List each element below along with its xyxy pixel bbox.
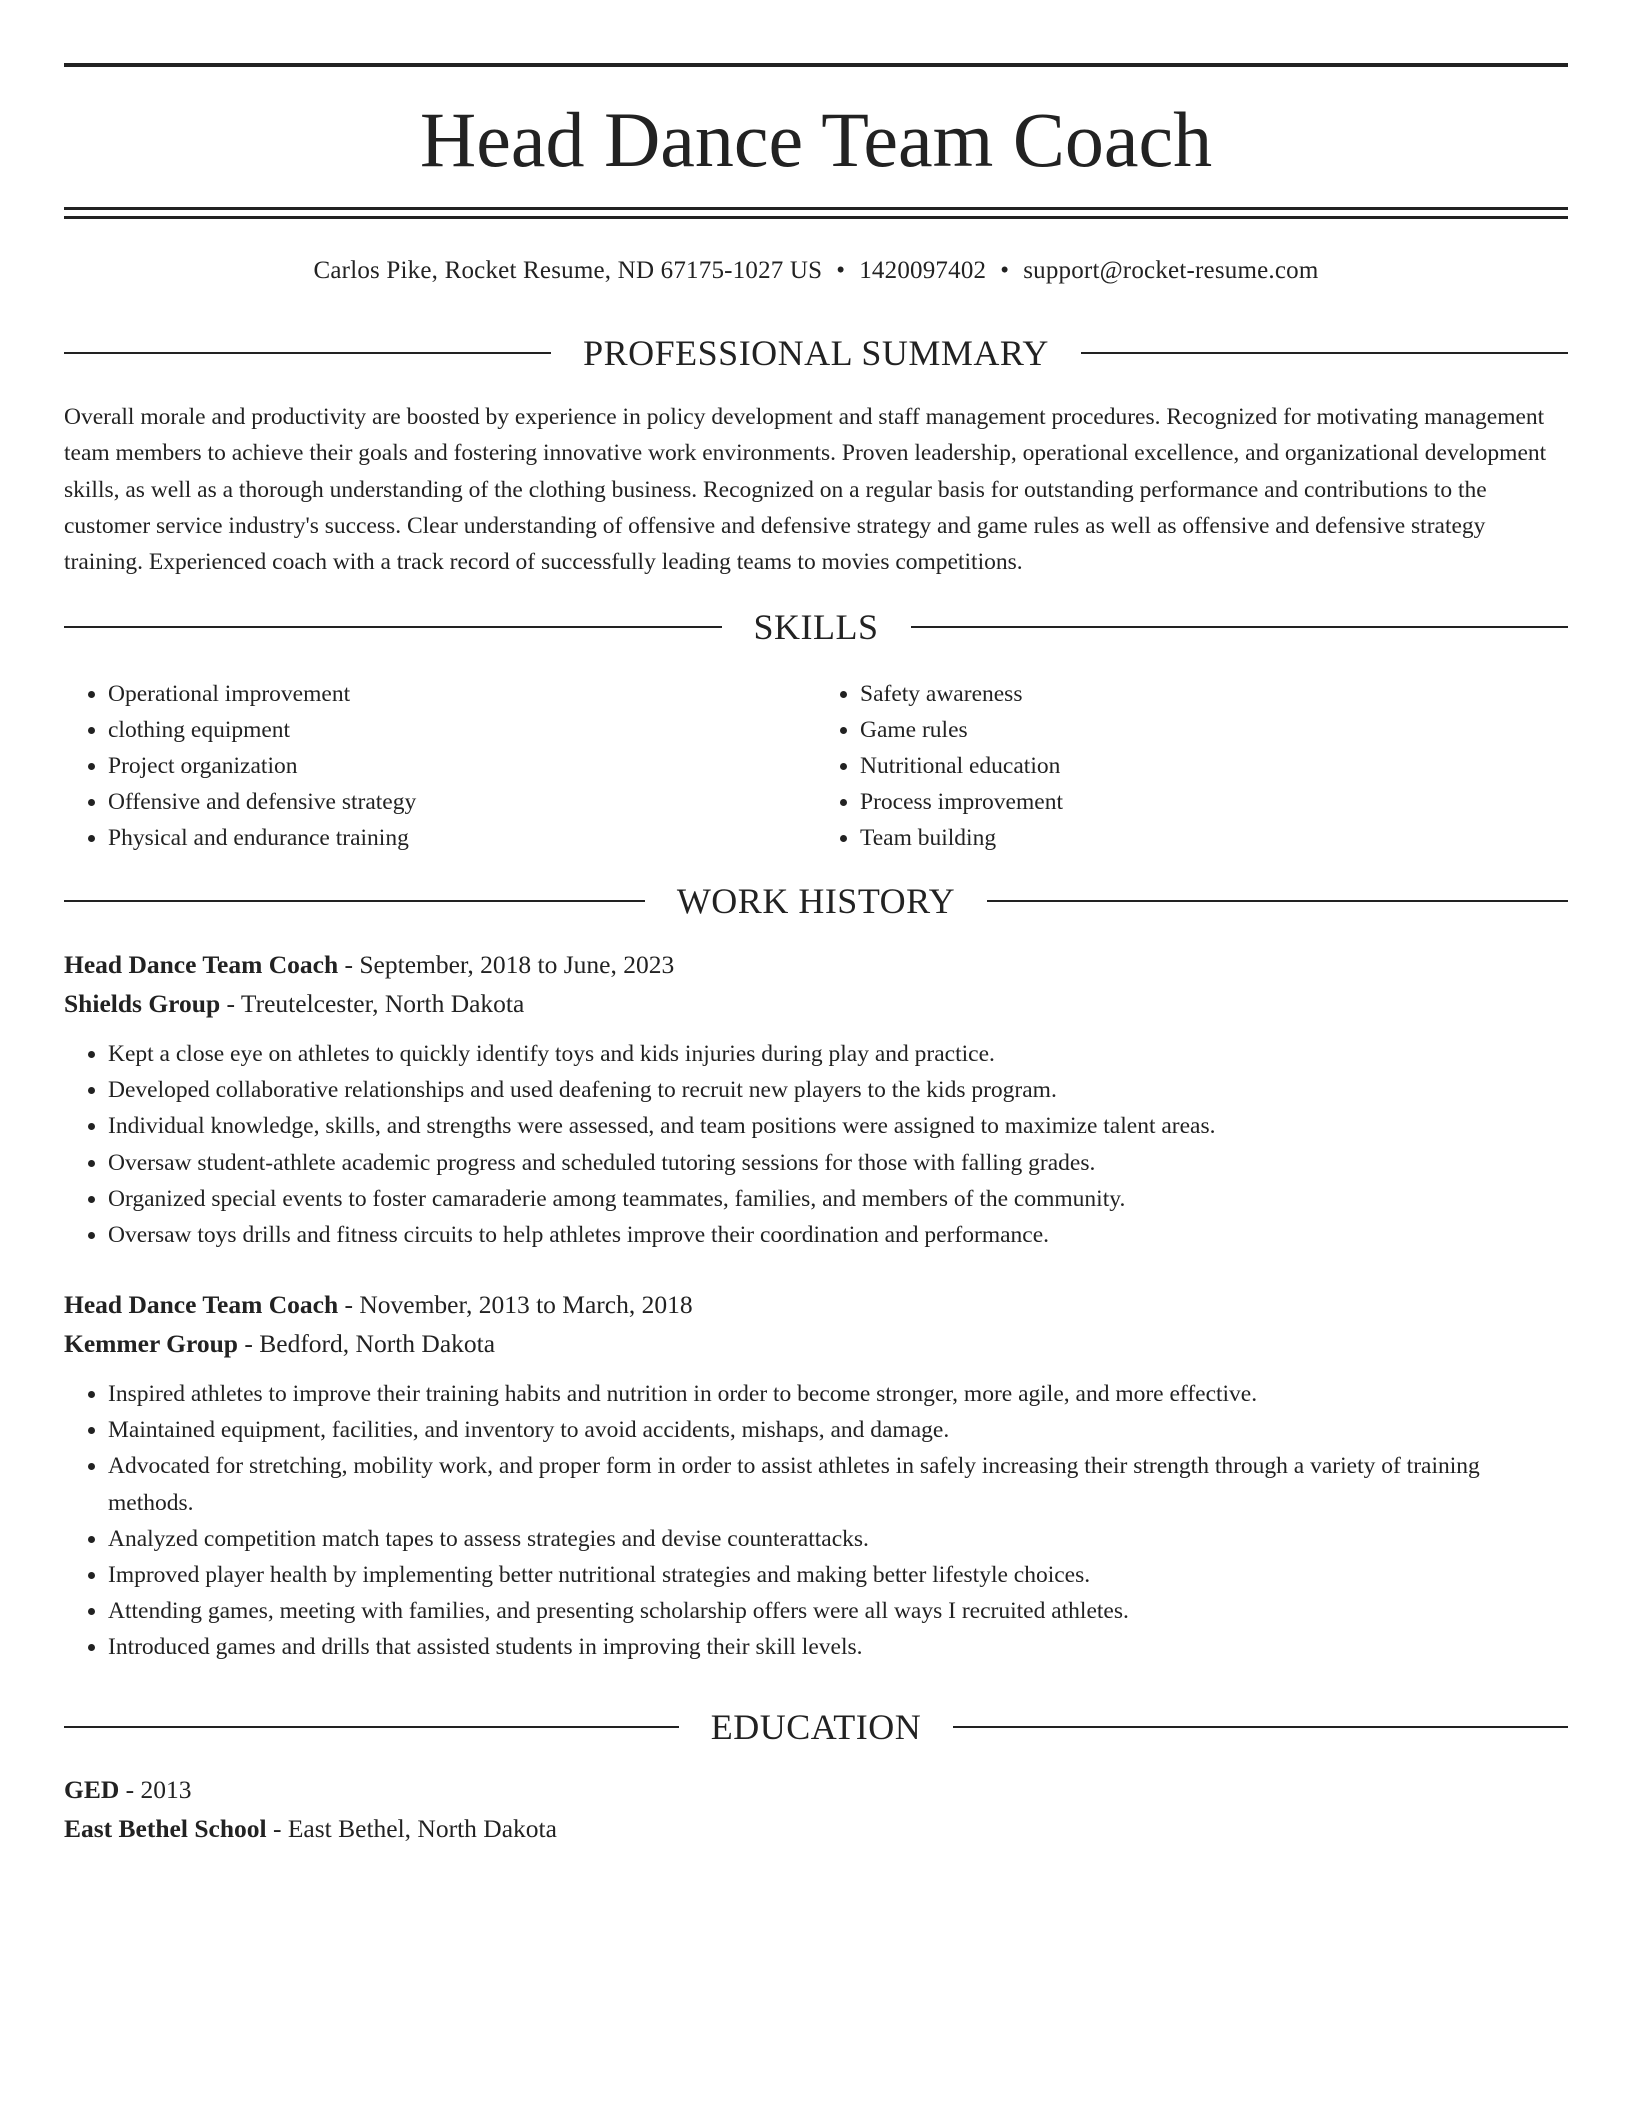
job-bullet: • Individual knowledge, skills, and strengths were assessed, and team positions were assigned to maximize talent areas. (108, 1108, 1568, 1144)
contact-line (64, 253, 1568, 289)
education-location: - East Bethel, North Dakota (266, 1814, 557, 1843)
divider-line (64, 900, 645, 902)
job-bullets (64, 1376, 1568, 1666)
job-bullet: • Attending games, meeting with families, and presenting scholarship offers were all ways I recruited athletes. (108, 1593, 1568, 1629)
education-year: - 2013 (119, 1775, 192, 1804)
job-bullet: • Inspired athletes to improve their training habits and nutrition in order to become stronger, more agile, and more effective. (108, 1376, 1568, 1412)
contact-phone: 1420097402 (859, 257, 987, 284)
skill-item: • clothing equipment (108, 712, 816, 748)
job-company: Shields Group (64, 989, 221, 1018)
job-dates: - September, 2018 to June, 2023 (338, 950, 675, 979)
skills-heading (64, 607, 1568, 647)
skill-item: • Nutritional education (860, 748, 1568, 784)
summary-heading (64, 333, 1568, 373)
header-double-rule (64, 207, 1568, 219)
job-company-line (64, 984, 1568, 1023)
education-entry (64, 1770, 1568, 1848)
resume-name: Head Dance Team Coach (419, 96, 1213, 183)
job-title-line (64, 945, 1568, 984)
job-bullet: • Improved player health by implementing better nutritional strategies and making better lifestyle choices. (108, 1557, 1568, 1593)
divider-line (953, 1726, 1568, 1728)
job-entry (64, 1285, 1568, 1666)
divider-line (1081, 352, 1568, 354)
job-bullet: • Kept a close eye on athletes to quickly identify toys and kids injuries during play and practice. (108, 1036, 1568, 1072)
job-title-line (64, 1285, 1568, 1324)
section-title: EDUCATION (710, 1707, 922, 1747)
education-degree-line (64, 1770, 1568, 1809)
skill-item: • Operational improvement (108, 676, 816, 712)
education-degree: GED (64, 1775, 120, 1804)
divider-line (911, 626, 1569, 628)
skills-column-right (816, 676, 1568, 856)
job-bullet: • Introduced games and drills that assisted students in improving their skill levels. (108, 1629, 1568, 1665)
job-location: - Treutelcester, North Dakota (220, 989, 525, 1018)
job-dates: - November, 2013 to March, 2018 (338, 1290, 693, 1319)
work-heading (64, 881, 1568, 921)
header-top-rule (64, 63, 1568, 67)
job-title: Head Dance Team Coach (64, 1290, 339, 1319)
contact-separator: • (836, 257, 846, 284)
section-title: PROFESSIONAL SUMMARY (583, 333, 1049, 373)
job-title: Head Dance Team Coach (64, 950, 339, 979)
job-company: Kemmer Group (64, 1329, 238, 1358)
skills-list (64, 676, 1568, 856)
job-bullet: • Developed collaborative relationships and used deafening to recruit new players to the kids program. (108, 1072, 1568, 1108)
contact-email: support@rocket-resume.com (1023, 257, 1319, 284)
job-bullet: • Analyzed competition match tapes to assess strategies and devise counterattacks. (108, 1521, 1568, 1557)
skill-item: • Project organization (108, 748, 816, 784)
job-bullet: • Oversaw toys drills and fitness circuits to help athletes improve their coordination and performance. (108, 1217, 1568, 1253)
job-location: - Bedford, North Dakota (238, 1329, 496, 1358)
job-company-line (64, 1324, 1568, 1363)
education-school: East Bethel School (64, 1814, 267, 1843)
education-heading (64, 1707, 1568, 1747)
job-bullet: • Maintained equipment, facilities, and inventory to avoid accidents, mishaps, and damage. (108, 1412, 1568, 1448)
divider-line (987, 900, 1568, 902)
divider-line (64, 1726, 679, 1728)
job-bullet: • Oversaw student-athlete academic progress and scheduled tutoring sessions for those with falling grades. (108, 1145, 1568, 1181)
skill-item: • Game rules (860, 712, 1568, 748)
job-bullet: • Advocated for stretching, mobility work, and proper form in order to assist athletes in safely increasing their strength through a variety of training methods. (108, 1448, 1568, 1520)
job-bullet: • Organized special events to foster camaraderie among teammates, families, and members of the community. (108, 1181, 1568, 1217)
contact-address: Carlos Pike, Rocket Resume, ND 67175-1027 US (313, 257, 823, 284)
education-school-line (64, 1809, 1568, 1848)
section-title: SKILLS (753, 607, 879, 647)
job-bullets (64, 1036, 1568, 1253)
skill-item: • Team building (860, 820, 1568, 856)
summary-text: Overall morale and productivity are boosted by experience in policy development and staff management procedures. Recognized for motivating management team members to achieve their goals and fostering innovative work environments. Proven leadership, operational excellence, and organizational development skills, as well as a thorough understanding of the clothing business. Recognized on a regular basis for outstanding performance and contributions to the customer service industry's success. Clear understanding of offensive and defensive strategy and game rules as well as offensive and defensive strategy training. Experienced coach with a track record of successfully leading teams to movies competitions. (64, 404, 1547, 576)
divider-line (64, 352, 551, 354)
job-entry (64, 945, 1568, 1253)
section-title: WORK HISTORY (676, 881, 956, 921)
contact-separator: • (1000, 257, 1010, 284)
skills-column-left (64, 676, 816, 856)
skill-item: • Physical and endurance training (108, 820, 816, 856)
skill-item: • Safety awareness (860, 676, 1568, 712)
skill-item: • Process improvement (860, 784, 1568, 820)
divider-line (64, 626, 722, 628)
skill-item: • Offensive and defensive strategy (108, 784, 816, 820)
